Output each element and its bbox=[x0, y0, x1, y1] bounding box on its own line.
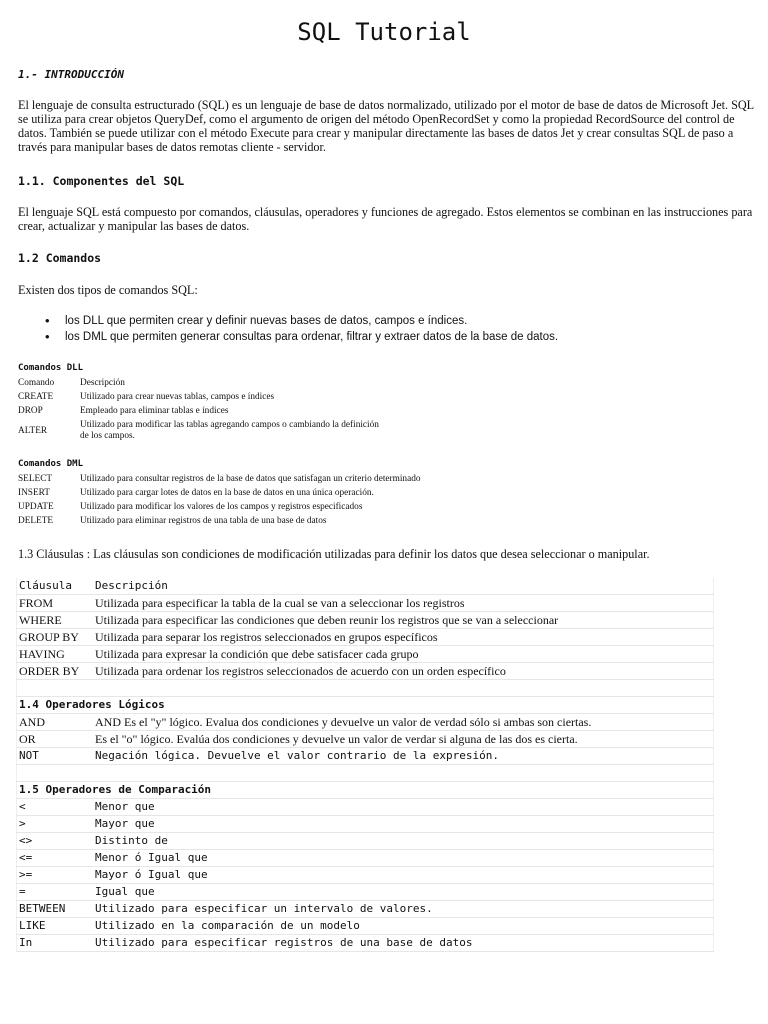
operator-cell: NOT bbox=[17, 748, 94, 765]
spacer-cell bbox=[17, 765, 714, 782]
table-header-cell: Cláusula bbox=[17, 578, 94, 595]
table-row bbox=[17, 629, 714, 646]
table-row bbox=[18, 404, 380, 418]
command-cell: CREATE bbox=[18, 391, 54, 402]
description-cell: Distinto de bbox=[93, 833, 714, 850]
clause-cell: ORDER BY bbox=[17, 663, 94, 680]
clause-cell: GROUP BY bbox=[17, 629, 94, 646]
operator-cell: OR bbox=[17, 731, 94, 748]
table-row bbox=[17, 799, 714, 816]
table-row bbox=[17, 714, 714, 731]
table-header-cell: Comando bbox=[18, 377, 55, 388]
description-cell: Menor ó Igual que bbox=[93, 850, 714, 867]
table-row bbox=[17, 867, 714, 884]
clause-cell: HAVING bbox=[17, 646, 94, 663]
operator-cell: = bbox=[17, 884, 94, 901]
table-row bbox=[17, 850, 714, 867]
dml-heading: Comandos DML bbox=[18, 459, 84, 469]
intro-paragraph: El lenguaje de consulta estructurado (SQL) es un lenguaje de base de datos normalizado, utilizado por el motor de base de datos de Microsoft Jet. SQL se utiliza para crear objetos QueryDef, como el argumento de origen del método OpenRecordSet y como la propiedad RecordSource del control de datos. También se puede utilizar con el método Execute para crear y manipular directamente las bases de datos Jet y crear consultas SQL de paso a través para manipular bases de datos remotas cliente - servidor. bbox=[18, 98, 754, 154]
table-row bbox=[17, 663, 714, 680]
dll-table bbox=[18, 376, 380, 444]
operator-cell: In bbox=[17, 935, 94, 952]
description-cell: Utilizada para separar los registros seleccionados en grupos específicos bbox=[93, 629, 714, 646]
commands-intro: Existen dos tipos de comandos SQL: bbox=[18, 283, 198, 297]
table-row bbox=[18, 418, 380, 444]
dll-heading: Comandos DLL bbox=[18, 363, 84, 373]
description-cell: Utilizada para especificar la tabla de la cual se van a seleccionar los registros bbox=[93, 595, 714, 612]
table-row bbox=[18, 514, 500, 528]
components-paragraph: El lenguaje SQL está compuesto por comandos, cláusulas, operadores y funciones de agregado. Estos elementos se combinan en las instrucciones para crear, actualizar y manipular las bases de datos. bbox=[18, 205, 753, 233]
description-cell: Utilizado para modificar las tablas agregando campos o cambiando la definición de los campos. bbox=[80, 420, 379, 441]
command-cell: ALTER bbox=[18, 425, 48, 436]
clauses-table bbox=[16, 578, 714, 952]
description-cell: AND Es el "y" lógico. Evalua dos condiciones y devuelve un valor de verdad sólo si ambas son ciertas. bbox=[93, 714, 714, 731]
description-cell: Utilizada para expresar la condición que debe satisfacer cada grupo bbox=[93, 646, 714, 663]
table-row bbox=[17, 833, 714, 850]
list-item: • los DLL que permiten crear y definir nuevas bases de datos, campos e índices. bbox=[45, 313, 558, 329]
components-heading: 1.1. Componentes del SQL bbox=[18, 174, 185, 188]
command-cell: UPDATE bbox=[18, 501, 54, 512]
table-row bbox=[17, 612, 714, 629]
table-row bbox=[17, 816, 714, 833]
dml-table bbox=[18, 472, 500, 528]
description-cell: Utilizado en la comparación de un modelo bbox=[93, 918, 714, 935]
intro-heading: 1.- INTRODUCCIÓN bbox=[18, 68, 124, 81]
command-cell: DELETE bbox=[18, 515, 54, 526]
table-row bbox=[18, 390, 380, 404]
description-cell: Empleado para eliminar tablas e índices bbox=[80, 405, 229, 416]
logical-heading-row bbox=[17, 697, 714, 714]
operator-cell: BETWEEN bbox=[17, 901, 94, 918]
description-cell: Utilizado para cargar lotes de datos en la base de datos en una única operación. bbox=[80, 487, 374, 498]
description-cell: Es el "o" lógico. Evalúa dos condiciones y devuelve un valor de verdar si alguna de las dos es cierta. bbox=[93, 731, 714, 748]
table-row bbox=[17, 748, 714, 765]
operator-cell: >= bbox=[17, 867, 94, 884]
operator-cell: <= bbox=[17, 850, 94, 867]
clause-cell: FROM bbox=[17, 595, 94, 612]
table-row bbox=[17, 731, 714, 748]
description-cell: Utilizada para ordenar los registros seleccionados de acuerdo con un orden específico bbox=[93, 663, 714, 680]
description-cell: Utilizado para especificar un intervalo de valores. bbox=[93, 901, 714, 918]
description-cell: Mayor que bbox=[93, 816, 714, 833]
clauses-intro: 1.3 Cláusulas : Las cláusulas son condiciones de modificación utilizadas para definir los datos que desea seleccionar o manipular. bbox=[18, 547, 650, 561]
table-row bbox=[17, 901, 714, 918]
description-cell: Utilizado para consultar registros de la base de datos que satisfagan un criterio determinado bbox=[80, 473, 421, 484]
table-row bbox=[17, 595, 714, 612]
table-row bbox=[17, 884, 714, 901]
table-row bbox=[17, 935, 714, 952]
spacer-cell bbox=[17, 680, 714, 697]
description-cell: Utilizado para eliminar registros de una tabla de una base de datos bbox=[80, 515, 327, 526]
table-header-row bbox=[18, 376, 380, 390]
table-row bbox=[18, 486, 500, 500]
clause-cell: WHERE bbox=[17, 612, 94, 629]
description-cell: Mayor ó Igual que bbox=[93, 867, 714, 884]
description-cell: Utilizada para especificar las condiciones que deben reunir los registros que se van a seleccionar bbox=[93, 612, 714, 629]
spacer-row bbox=[17, 680, 714, 697]
command-types-list bbox=[45, 313, 558, 345]
table-row bbox=[18, 500, 500, 514]
logical-heading: 1.4 Operadores Lógicos bbox=[17, 697, 714, 714]
table-header-cell: Descripción bbox=[93, 578, 714, 595]
description-cell: Igual que bbox=[93, 884, 714, 901]
operator-cell: LIKE bbox=[17, 918, 94, 935]
list-item: • los DML que permiten generar consultas para ordenar, filtrar y extraer datos de la base de datos. bbox=[45, 329, 558, 345]
table-header-row bbox=[17, 578, 714, 595]
comparison-heading: 1.5 Operadores de Comparación bbox=[17, 782, 714, 799]
operator-cell: <> bbox=[17, 833, 94, 850]
description-cell: Utilizado para modificar los valores de los campos y registros especificados bbox=[80, 501, 363, 512]
commands-heading: 1.2 Comandos bbox=[18, 251, 102, 265]
comparison-heading-row bbox=[17, 782, 714, 799]
spacer-row bbox=[17, 765, 714, 782]
table-header-cell: Descripción bbox=[80, 377, 125, 388]
page-title: SQL Tutorial bbox=[297, 18, 471, 46]
operator-cell: < bbox=[17, 799, 94, 816]
command-cell: INSERT bbox=[18, 487, 50, 498]
operator-cell: > bbox=[17, 816, 94, 833]
table-row bbox=[18, 472, 500, 486]
description-cell: Utilizado para especificar registros de una base de datos bbox=[93, 935, 714, 952]
operator-cell: AND bbox=[17, 714, 94, 731]
table-row bbox=[17, 646, 714, 663]
description-cell: Negación lógica. Devuelve el valor contrario de la expresión. bbox=[93, 748, 714, 765]
description-cell: Utilizado para crear nuevas tablas, campos e índices bbox=[80, 391, 275, 402]
description-cell: Menor que bbox=[93, 799, 714, 816]
table-row bbox=[17, 918, 714, 935]
command-cell: DROP bbox=[18, 405, 43, 416]
command-cell: SELECT bbox=[18, 473, 53, 484]
